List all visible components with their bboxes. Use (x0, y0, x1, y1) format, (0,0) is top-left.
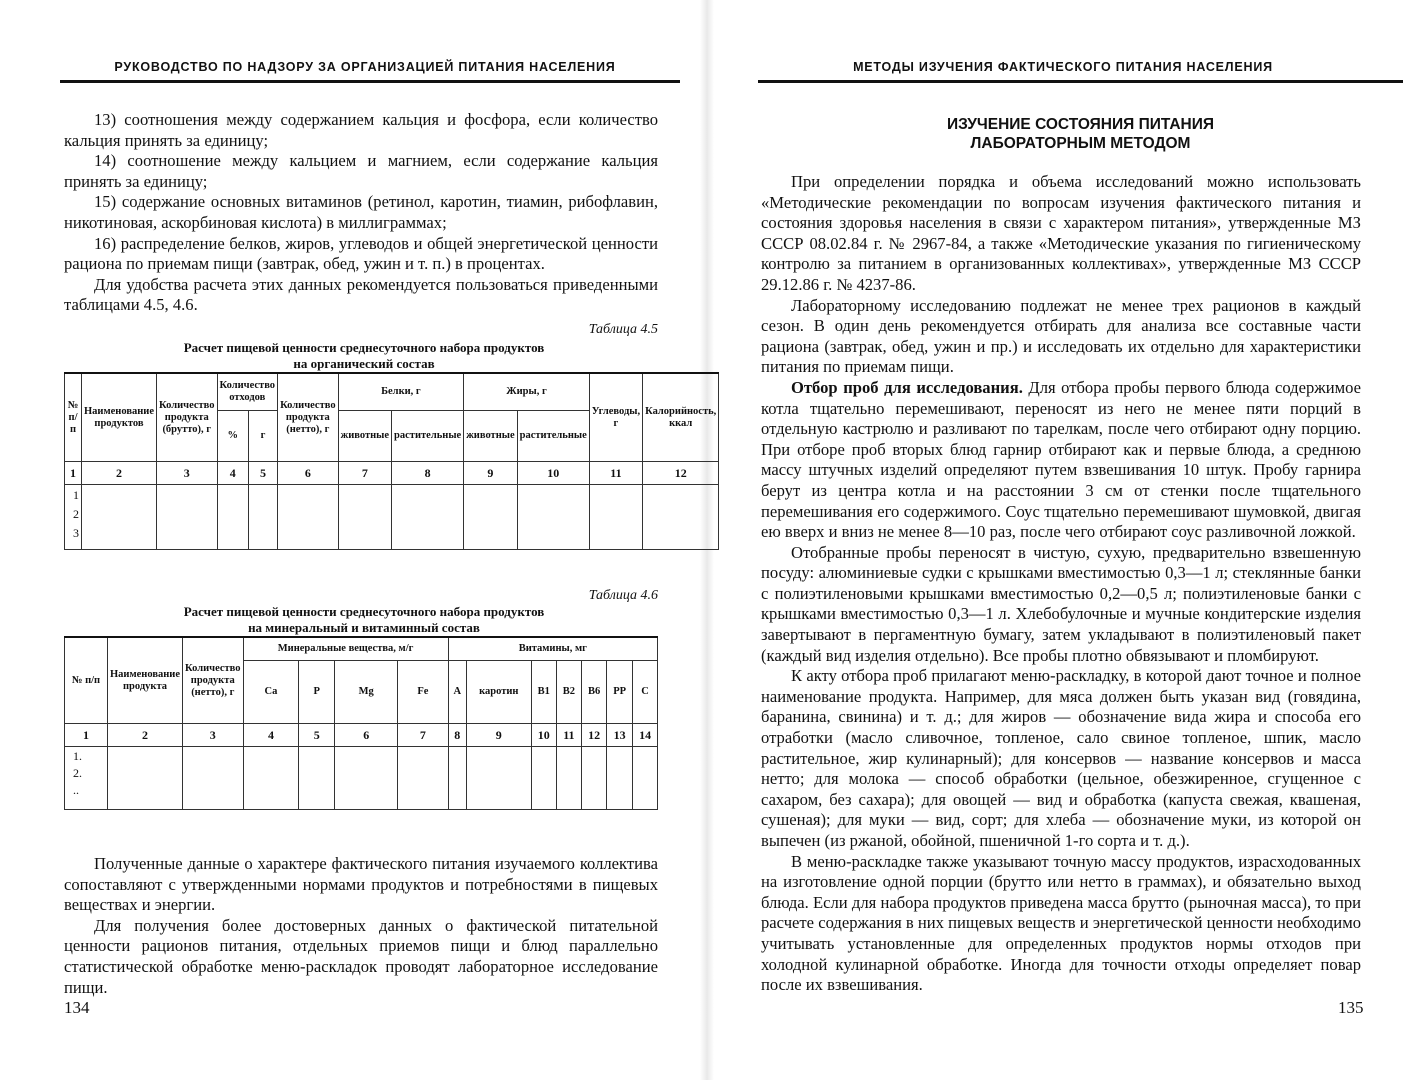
empty-cell (338, 485, 391, 550)
row-numbers-cell (65, 485, 82, 550)
row-number: 2. (73, 766, 82, 780)
empty-cell (398, 747, 448, 810)
left-top-text (64, 110, 658, 316)
th-num: № п/п (65, 637, 108, 724)
empty-cell (217, 485, 249, 550)
col-number: 5 (249, 462, 278, 485)
empty-cell (278, 485, 339, 550)
th-waste: Количество отходов (217, 373, 278, 411)
col-number: 8 (448, 724, 466, 747)
paragraph: 14) соотношение между кальцием и магнием, если содержание кальция принять за единицу; (64, 151, 658, 191)
paragraph: Лабораторному исследованию подлежат не менее трех рационов в каждый сезон. В один день рекомендуется отбирать для анализа все составные части рациона (завтрак, обед, ужин и пр.) и исследовать их отдельно для характеристики питания по приемам пищи. (761, 295, 1361, 377)
paragraph-heading: Отбор проб для исследования. (791, 377, 1023, 397)
th-p: P (299, 661, 335, 724)
th-waste-pct: % (217, 411, 249, 462)
paragraph: Для удобства расчета этих данных рекомендуется пользоваться приведенными таблицами 4.5, 4.6. (64, 274, 658, 315)
section-title-line: ИЗУЧЕНИЕ СОСТОЯНИЯ ПИТАНИЯ (946, 116, 1215, 133)
header-rule-left (60, 80, 680, 83)
th-protein: Белки, г (338, 373, 464, 411)
section-title (758, 115, 1403, 153)
row-number: 2 (73, 507, 79, 521)
paragraph: 13) соотношения между содержанием кальция и фосфора, если количество кальция принять за единицу; (64, 110, 658, 150)
th-qty: Количество продукта (нетто), г (183, 637, 244, 724)
th-animal-2: животные (464, 411, 517, 462)
paragraph: Отобранные пробы переносят в чистую, сухую, предварительно взвешенную посуду: алюминиевые судки с крышками вместимостью 0,3—1 л; стеклянные банки с полиэтиленовыми крышками вместимостью 0,2—0,5 л; полиэтиленовые банки с крышками вместимостью 0,3—1 л. Хлебобулочные и мучные кондитерские изделия завертывают в пергаментную бумагу, затем укладывают в полиэтиленовый пакет (каждый вид изделия отдельно). Все пробы плотно обвязывают и пломбируют. (761, 542, 1361, 665)
th-b2: B2 (556, 661, 581, 724)
col-number: 10 (531, 724, 556, 747)
row-number: 1. (73, 749, 82, 763)
th-animal: животные (338, 411, 391, 462)
empty-cell (607, 747, 633, 810)
empty-cell (556, 747, 581, 810)
empty-cell (82, 485, 157, 550)
page-number-left: 134 (64, 998, 90, 1017)
table-title-line: Расчет пищевой ценности среднесуточного набора продуктов (183, 604, 545, 619)
table-4-6-label: Таблица 4.6 (588, 588, 658, 603)
empty-cell (392, 485, 464, 550)
table-title-line: на минеральный и витаминный состав (248, 620, 480, 635)
empty-cell (464, 485, 517, 550)
col-number: 1 (65, 724, 108, 747)
th-mg: Mg (335, 661, 398, 724)
empty-cell (589, 485, 642, 550)
col-number: 13 (607, 724, 633, 747)
empty-cell (108, 747, 183, 810)
table-4-5-title (64, 340, 664, 372)
table-title-line: на органический состав (293, 356, 435, 371)
th-name: Наименование продукта (108, 637, 183, 724)
row-numbers-cell (65, 747, 108, 810)
col-number: 3 (183, 724, 244, 747)
col-number: 6 (278, 462, 339, 485)
paragraph (761, 378, 1361, 543)
th-kcal: Калорийность, ккал (643, 373, 719, 462)
col-number: 11 (589, 462, 642, 485)
th-fe: Fe (398, 661, 448, 724)
right-main-text (761, 172, 1361, 996)
empty-cell (299, 747, 335, 810)
row-number: 3 (73, 526, 79, 540)
empty-cell (581, 747, 606, 810)
header-rule-right (758, 80, 1403, 83)
col-number: 4 (217, 462, 249, 485)
col-number: 11 (556, 724, 581, 747)
table-title-line: Расчет пищевой ценности среднесуточного набора продуктов (183, 340, 545, 355)
empty-cell (157, 485, 218, 550)
paragraph-body: Для отбора пробы первого блюда содержимое котла тщательно перемешивают, переносят из него не менее пяти порций в отдельную кастрюлю и разливают по тарелкам, после чего отбирают одну порцию. При отборе проб вторых блюд гарнир отбирают как и первые блюда, а среднюю массу штучных изделий определяют путем взвешивания 10 штук. Пробу гарнира берут из центра котла и на расстоянии 3 см от стенки после тщательного перемешивания его содержимого. Соус тщательно перемешивают шумовкой, двигая ею вверх и вниз не менее 8—10 раз, после чего отбирают соус разливочной ложкой. (761, 377, 1362, 542)
page-number-right: 135 (1338, 998, 1364, 1017)
empty-cell (466, 747, 531, 810)
empty-cell (517, 485, 589, 550)
empty-cell (249, 485, 278, 550)
col-number: 9 (464, 462, 517, 485)
empty-cell (531, 747, 556, 810)
table-4-6 (64, 636, 658, 810)
th-qty: Количество продукта (брутто), г (157, 373, 218, 462)
col-number: 7 (338, 462, 391, 485)
col-number: 10 (517, 462, 589, 485)
running-head-left: РУКОВОДСТВО ПО НАДЗОРУ ЗА ОРГАНИЗАЦИЕЙ ПИТАНИЯ НАСЕЛЕНИЯ (114, 60, 616, 74)
th-b6: B6 (581, 661, 606, 724)
col-number: 1 (65, 462, 82, 485)
empty-cell (448, 747, 466, 810)
col-number: 8 (392, 462, 464, 485)
th-net: Количество продукта (нетто), г (278, 373, 339, 462)
th-ca: Ca (243, 661, 299, 724)
col-number: 7 (398, 724, 448, 747)
section-title-line: ЛАБОРАТОРНЫМ МЕТОДОМ (970, 135, 1191, 152)
left-bottom-text (64, 854, 658, 998)
col-number: 2 (82, 462, 157, 485)
th-fat: Жиры, г (464, 373, 590, 411)
paragraph: Полученные данные о характере фактического питания изучаемого коллектива сопоставляют с утвержденными нормами продуктов и потребностями в пищевых веществах и энергии. (64, 854, 658, 915)
empty-cell (243, 747, 299, 810)
paragraph: Для получения более достоверных данных о фактической питательной ценности рационов питания, отдельных приемов пищи и блюд параллельно статистической обработке меню-раскладок проводят лабораторное исследование пищи. (64, 915, 658, 997)
col-number: 6 (335, 724, 398, 747)
col-number: 3 (157, 462, 218, 485)
th-pp: PP (607, 661, 633, 724)
empty-cell (633, 747, 658, 810)
col-number: 9 (466, 724, 531, 747)
right-page (706, 0, 1413, 1080)
paragraph: 15) содержание основных витаминов (ретинол, каротин, тиамин, рибофлавин, никотиновая, аскорбиновая кислота) в миллиграммах; (64, 192, 658, 232)
th-b1: B1 (531, 661, 556, 724)
table-4-6-title (64, 604, 664, 636)
th-vitamins: Витамины, мг (448, 637, 657, 661)
col-number: 4 (243, 724, 299, 747)
col-number: 2 (108, 724, 183, 747)
running-head-right: МЕТОДЫ ИЗУЧЕНИЯ ФАКТИЧЕСКОГО ПИТАНИЯ НАСЕЛЕНИЯ (853, 60, 1273, 74)
th-plant-2: растительные (517, 411, 589, 462)
th-c: C (633, 661, 658, 724)
col-number: 12 (643, 462, 719, 485)
th-minerals: Минеральные вещества, м/г (243, 637, 448, 661)
th-name: Наименование продуктов (82, 373, 157, 462)
paragraph: В меню-раскладке также указывают точную массу продуктов, израсходованных на изготовление одной порции (брутто или нетто в граммах), и обязательно выход блюда. Если для набора продуктов приведена масса брутто (рыночная масса), то при расчете содержания в них пищевых веществ и энергетической ценности необходимо учитывать установленные для определенных продуктов нормы отходов при холодной кулинарной обработке. Иногда для точности отходы определяет повар после их взвешивания. (761, 851, 1361, 995)
col-number: 12 (581, 724, 606, 747)
row-number: 1 (73, 488, 79, 502)
paragraph: При определении порядка и объема исследований можно использовать «Методические рекомендации по вопросам изучения фактического питания и состояния здоровья населения в связи с характером питания», утвержденные МЗ СССР 08.02.84 г. № 2967-84, а также «Методические указания по гигиеническому контролю за питанием в организованных коллективах», утвержденные МЗ СССР 29.12.86 г. № 4237-86. (761, 172, 1361, 294)
col-number: 14 (633, 724, 658, 747)
th-carotene: каротин (466, 661, 531, 724)
th-plant: растительные (392, 411, 464, 462)
th-a: A (448, 661, 466, 724)
th-carbs: Углеводы, г (589, 373, 642, 462)
empty-cell (183, 747, 244, 810)
th-num: № п/п (65, 373, 82, 462)
empty-cell (335, 747, 398, 810)
col-number: 5 (299, 724, 335, 747)
paragraph: 16) распределение белков, жиров, углеводов и общей энергетической ценности рациона по приемам пищи (завтрак, обед, ужин и т. п.) в процентах. (64, 233, 658, 274)
table-4-5-label: Таблица 4.5 (588, 322, 658, 337)
paragraph: К акту отбора проб прилагают меню-раскладку, в которой дают точное и полное наименование продукта. Например, для мяса должен быть указан вид (говядина, баранина, свинина) и т. д.; для жиров — обозначение вида жира и способа его отработки (масло сливочное, топленое, сало свиное топленое, шпик, масло растительное, жир кулинарный); для консервов — название консервов и масса нетто; для молока — способ обработки (цельное, обезжиренное, сгущенное с сахаром, без сахара); для овощей — вид и обработка (капуста свежая, квашеная, сушеная); для муки — вид, сорт; для хлеба — обозначение муки, из которой он выпечен (из ржаной, обойной, пшеничной 1-го сорта и т. д.). (761, 666, 1361, 850)
row-number: .. (73, 783, 79, 797)
th-waste-g: г (249, 411, 278, 462)
table-4-5 (64, 372, 719, 550)
